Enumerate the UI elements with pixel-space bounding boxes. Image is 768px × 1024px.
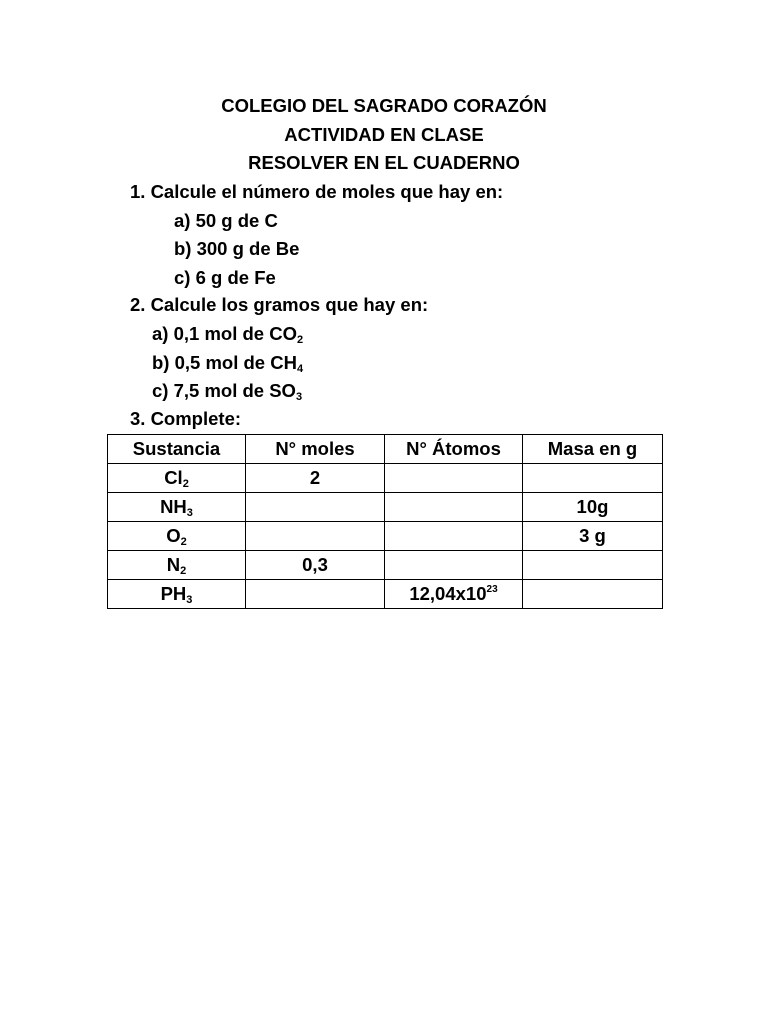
formula: O	[166, 524, 181, 546]
item-subscript: 4	[296, 363, 304, 375]
mass-cell	[523, 580, 663, 609]
item-subscript: 3	[295, 391, 303, 403]
atoms-cell	[385, 464, 523, 493]
substance-cell	[108, 522, 246, 551]
atoms-value: 12,04x10	[409, 583, 487, 604]
question-1-prompt: 1. Calcule el número de moles que hay en:	[130, 181, 504, 202]
header-substance: Sustancia	[108, 435, 246, 464]
question-1-item-c	[174, 267, 276, 289]
table-row	[108, 551, 663, 580]
moles-cell	[246, 522, 385, 551]
formula-subscript: 2	[180, 535, 187, 548]
table-row	[108, 580, 663, 609]
table-header-row	[108, 435, 663, 464]
question-2-prompt: 2. Calcule los gramos que hay en:	[130, 294, 429, 315]
formula-subscript: 2	[182, 477, 189, 490]
question-2-item-b	[152, 352, 303, 380]
moles-cell	[246, 580, 385, 609]
item-text: 0,5 mol de CH	[174, 352, 297, 373]
table-row	[108, 493, 663, 522]
activity-title: ACTIVIDAD EN CLASE	[284, 123, 484, 145]
question-2-item-c	[152, 380, 302, 408]
item-marker: b)	[152, 352, 170, 373]
atoms-cell	[385, 522, 523, 551]
question-2-item-a	[152, 323, 303, 351]
item-marker: c)	[174, 267, 191, 288]
formula-subscript: 2	[180, 564, 187, 577]
atoms-exponent: 23	[486, 584, 498, 595]
formula: Cl	[164, 466, 183, 488]
substance-cell	[108, 551, 246, 580]
header-moles: N° moles	[246, 435, 385, 464]
school-name: COLEGIO DEL SAGRADO CORAZÓN	[221, 95, 547, 116]
item-marker: b)	[174, 238, 192, 259]
atoms-cell	[385, 580, 523, 609]
moles-cell	[246, 493, 385, 522]
mass-cell: 10g	[523, 493, 663, 522]
substances-table	[107, 434, 663, 609]
formula-subscript: 3	[186, 506, 193, 519]
formula: NH	[160, 495, 187, 517]
item-marker: a)	[174, 210, 191, 231]
item-text: 50 g de C	[195, 210, 278, 231]
moles-cell: 2	[246, 464, 385, 493]
question-3-prompt: 3. Complete:	[130, 408, 242, 429]
mass-cell: 3 g	[523, 522, 663, 551]
instruction-text: RESOLVER EN EL CUADERNO	[248, 152, 520, 173]
item-text: 300 g de Be	[196, 238, 300, 259]
substance-cell	[108, 464, 246, 493]
item-text: 6 g de Fe	[195, 267, 276, 288]
atoms-cell	[385, 551, 523, 580]
mass-cell	[523, 464, 663, 493]
table-row	[108, 522, 663, 551]
atoms-cell	[385, 493, 523, 522]
formula-subscript: 3	[186, 593, 193, 606]
mass-cell	[523, 551, 663, 580]
question-1-item-b	[174, 238, 299, 260]
item-marker: a)	[152, 323, 169, 344]
question-1-item-a	[174, 210, 278, 232]
formula: PH	[160, 582, 187, 604]
moles-cell: 0,3	[246, 551, 385, 580]
formula: N	[166, 553, 181, 575]
table-row	[108, 464, 663, 493]
substance-cell	[108, 493, 246, 522]
header-atoms: N° Átomos	[385, 435, 523, 464]
item-text: 0,1 mol de CO	[173, 323, 297, 344]
item-text: 7,5 mol de SO	[173, 380, 296, 401]
item-subscript: 2	[296, 334, 304, 346]
item-marker: c)	[152, 380, 169, 401]
document-header	[0, 92, 768, 178]
substance-cell	[108, 580, 246, 609]
header-mass: Masa en g	[523, 435, 663, 464]
